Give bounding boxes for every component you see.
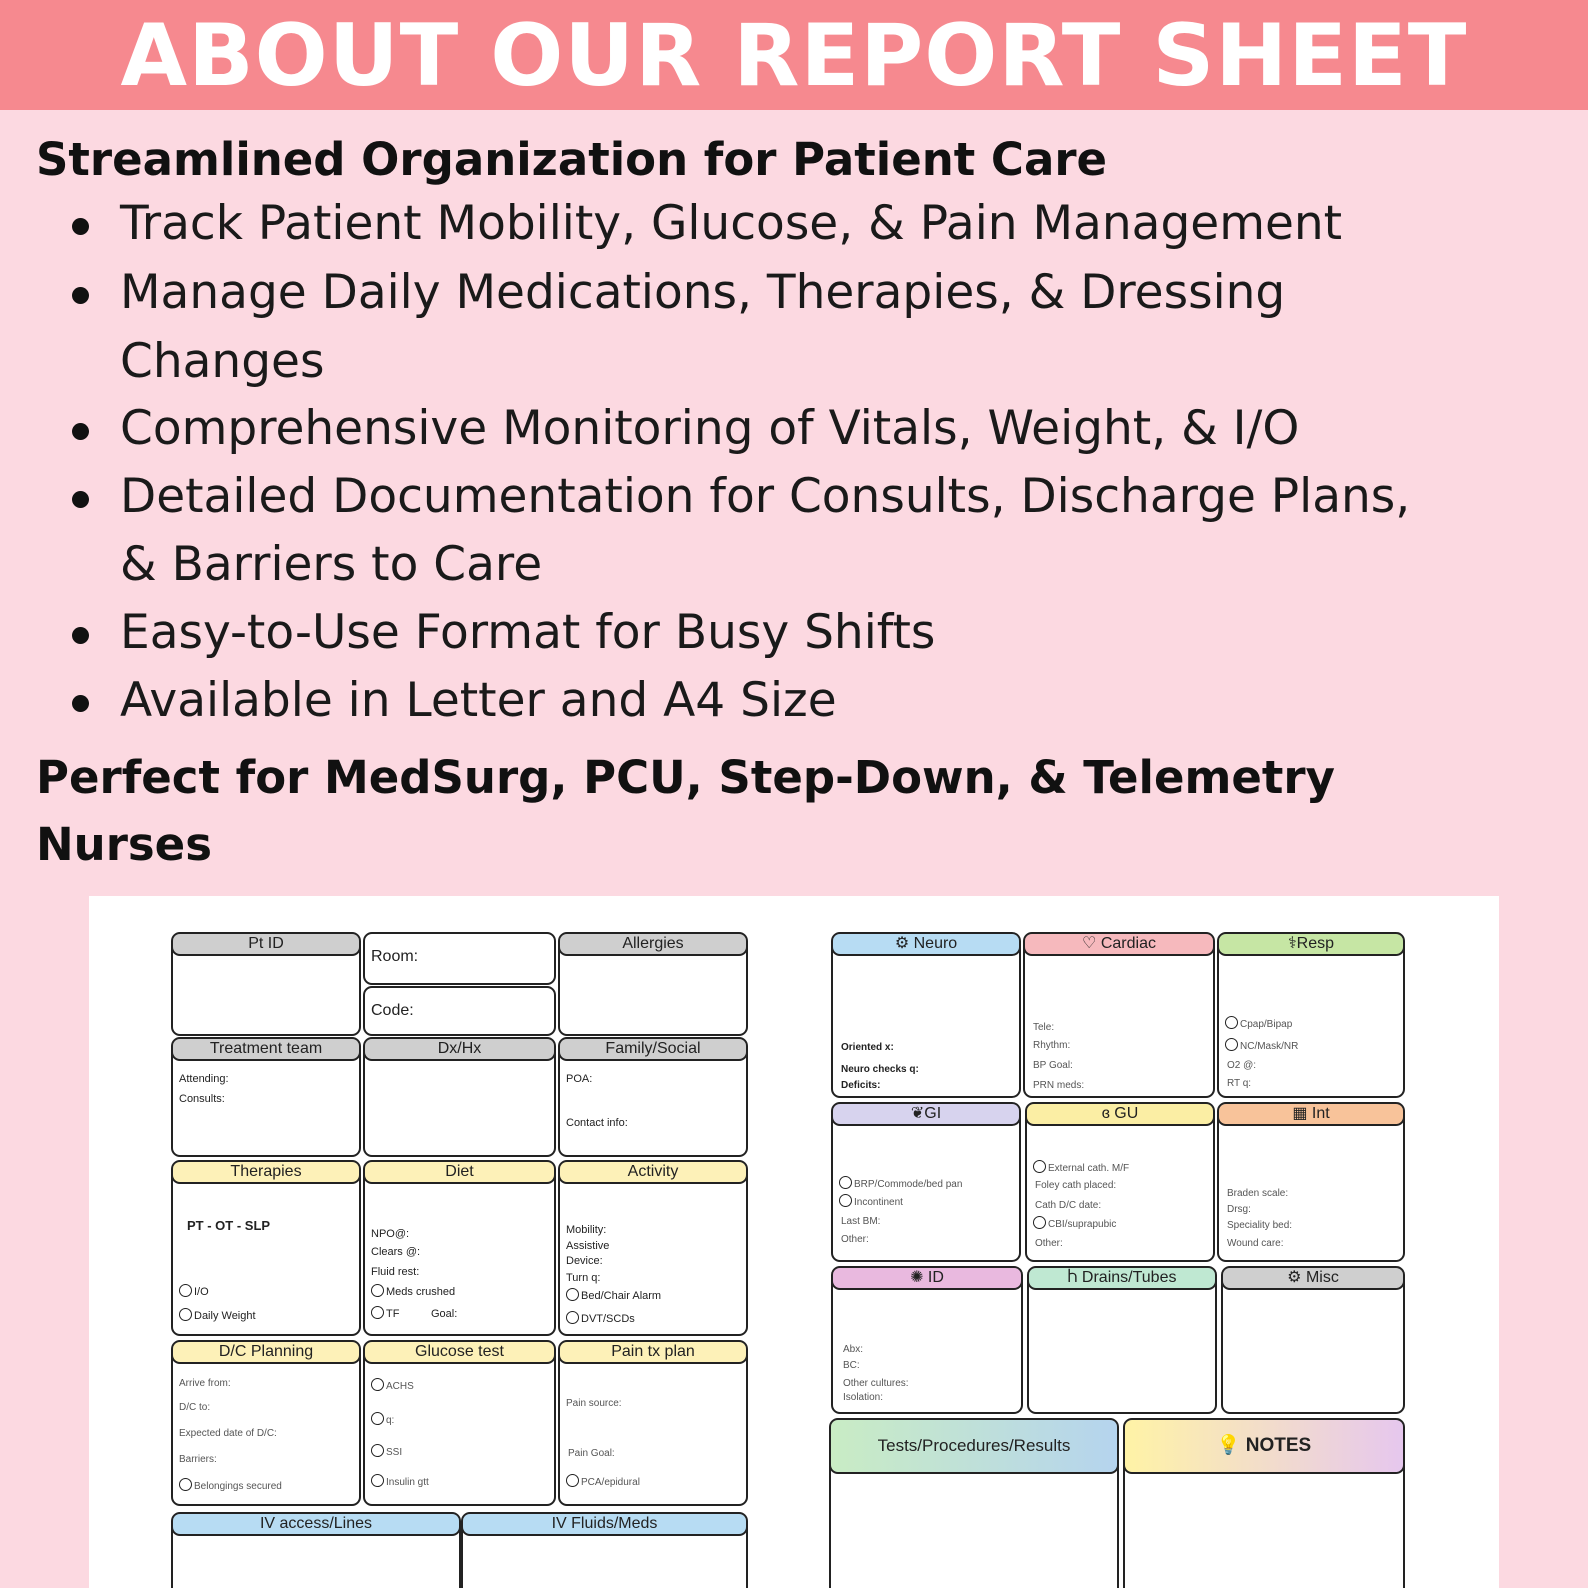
neuro-header	[831, 932, 1021, 956]
cbi-label: CBI/suprapubic	[1048, 1219, 1117, 1230]
poa-label: POA:	[566, 1073, 593, 1085]
tf-option[interactable]	[371, 1306, 399, 1320]
audience-heading-continued: Nurses	[36, 818, 212, 871]
rhythm-label: Rhythm:	[1033, 1040, 1071, 1051]
rt-label: RT q:	[1227, 1078, 1252, 1089]
dc-to-label: D/C to:	[179, 1402, 211, 1413]
lungs-icon: ⚕	[1287, 935, 1297, 952]
tf-label: TF	[386, 1308, 400, 1320]
cath-dc-label: Cath D/C date:	[1035, 1200, 1102, 1211]
oriented-label: Oriented x:	[841, 1042, 894, 1053]
daily-weight-label: Daily Weight	[194, 1310, 256, 1322]
meds-crushed-label: Meds crushed	[386, 1286, 456, 1298]
list-item: Detailed Documentation for Consults, Discharge Plans,	[120, 469, 1411, 524]
notes-title: NOTES	[1245, 1435, 1312, 1456]
radio-circle[interactable]	[566, 1311, 579, 1324]
radio-circle[interactable]	[179, 1284, 192, 1297]
dvt-label: DVT/SCDs	[581, 1313, 635, 1325]
bandage-icon: ▦	[1292, 1105, 1308, 1122]
list-item: Comprehensive Monitoring of Vitals, Weight, & I/O	[120, 401, 1300, 456]
tele-label: Tele:	[1033, 1022, 1055, 1033]
int-box	[1217, 1102, 1405, 1262]
gi-other-label: Other:	[841, 1234, 869, 1245]
barriers-label: Barriers:	[179, 1454, 217, 1465]
isolation-label: Isolation:	[843, 1392, 884, 1403]
main-heading: Streamlined Organization for Patient Care	[36, 133, 1108, 186]
lightbulb-icon: 💡	[1216, 1435, 1241, 1456]
drains-title: Drains/Tubes	[1081, 1269, 1177, 1286]
glucose-header: Glucose test	[363, 1340, 556, 1364]
resp-header	[1217, 932, 1405, 956]
ext-cath-option[interactable]	[1033, 1160, 1129, 1174]
activity-box	[558, 1160, 748, 1336]
daily-weight-option[interactable]	[179, 1308, 256, 1322]
room-label: Room:	[371, 948, 419, 965]
npo-label: NPO@:	[371, 1228, 410, 1240]
stomach-icon: ❦	[910, 1105, 925, 1122]
attending-label: Attending:	[179, 1073, 229, 1085]
virus-icon: ✺	[910, 1269, 924, 1286]
iv-access-box	[171, 1512, 461, 1588]
cardiac-title: Cardiac	[1100, 935, 1156, 952]
insulin-option[interactable]	[371, 1474, 429, 1488]
allergies-header: Allergies	[558, 932, 748, 956]
ssi-option[interactable]	[371, 1444, 402, 1458]
expected-date-label: Expected date of D/C:	[179, 1428, 277, 1439]
cultures-label: Other cultures:	[843, 1378, 909, 1389]
banner-title: ABOUT OUR REPORT SHEET	[120, 6, 1468, 106]
radio-circle[interactable]	[566, 1288, 579, 1301]
drains-header	[1027, 1266, 1217, 1290]
diet-header: Diet	[363, 1160, 556, 1184]
radio-circle[interactable]	[371, 1306, 384, 1319]
alarm-option[interactable]	[566, 1288, 661, 1302]
notes-header	[1123, 1418, 1405, 1474]
list-item-continued: Changes	[120, 334, 325, 389]
list-item: Manage Daily Medications, Therapies, & Dressing	[120, 265, 1286, 320]
report-sheet-page-1	[89, 896, 789, 1588]
gu-box	[1025, 1102, 1215, 1262]
dx-hx-header: Dx/Hx	[363, 1037, 556, 1061]
foley-label: Foley cath placed:	[1035, 1180, 1117, 1191]
dx-hx-box	[363, 1037, 556, 1157]
radio-circle[interactable]	[179, 1308, 192, 1321]
dc-planning-header: D/C Planning	[171, 1340, 361, 1364]
insulin-label: Insulin gtt	[386, 1477, 429, 1488]
notes-box	[1123, 1418, 1405, 1588]
radio-circle[interactable]	[371, 1444, 384, 1457]
cardiac-box	[1023, 932, 1215, 1098]
kidney-icon: ɞ	[1101, 1105, 1110, 1122]
glucose-test-box	[363, 1340, 556, 1506]
cbi-option[interactable]	[1033, 1216, 1116, 1230]
pain-header: Pain tx plan	[558, 1340, 748, 1364]
drains-box	[1027, 1266, 1217, 1414]
pca-option[interactable]	[566, 1474, 640, 1488]
drsg-label: Drsg:	[1227, 1204, 1251, 1215]
radio-circle[interactable]	[371, 1474, 384, 1487]
misc-title: Misc	[1305, 1269, 1339, 1286]
q-option[interactable]	[371, 1412, 394, 1426]
goal-label: Goal:	[431, 1308, 458, 1320]
radio-circle[interactable]	[1225, 1038, 1238, 1051]
radio-circle[interactable]	[371, 1284, 384, 1297]
speciality-bed-label: Speciality bed:	[1227, 1220, 1293, 1231]
gi-box	[831, 1102, 1021, 1262]
ext-cath-label: External cath. M/F	[1048, 1163, 1130, 1174]
neuro-title: Neuro	[913, 935, 958, 952]
pain-goal-label: Pain Goal:	[568, 1448, 615, 1459]
pain-source-label: Pain source:	[566, 1398, 622, 1409]
neuro-checks-label: Neuro checks q:	[841, 1064, 919, 1075]
therapies-header: Therapies	[171, 1160, 361, 1184]
nc-label: NC/Mask/NR	[1240, 1041, 1299, 1052]
gi-header	[831, 1102, 1021, 1126]
misc-header	[1221, 1266, 1405, 1290]
device-label: Device:	[566, 1255, 603, 1267]
list-item: Available in Letter and A4 Size	[120, 673, 837, 728]
pt-id-box	[171, 932, 361, 1036]
bullet-dot	[72, 695, 89, 712]
list-item: Easy-to-Use Format for Busy Shifts	[120, 605, 936, 660]
contact-label: Contact info:	[566, 1117, 628, 1129]
iv-fluids-box	[461, 1512, 748, 1588]
belongings-option[interactable]	[179, 1478, 282, 1492]
gi-title: GI	[924, 1105, 942, 1122]
braden-label: Braden scale:	[1227, 1188, 1289, 1199]
alarm-label: Bed/Chair Alarm	[581, 1290, 662, 1302]
resp-title: Resp	[1296, 935, 1334, 952]
nc-option[interactable]	[1225, 1038, 1298, 1052]
q-label: q:	[386, 1415, 395, 1426]
activity-header: Activity	[558, 1160, 748, 1184]
arrive-label: Arrive from:	[179, 1378, 231, 1389]
radio-circle[interactable]	[371, 1378, 384, 1391]
consults-label: Consults:	[179, 1093, 225, 1105]
report-sheet-preview	[89, 896, 1499, 1588]
prn-label: PRN meds:	[1033, 1080, 1085, 1091]
incontinent-option[interactable]	[839, 1194, 903, 1208]
misc-box	[1221, 1266, 1405, 1414]
bullet-dot	[72, 627, 89, 644]
diet-box	[363, 1160, 556, 1336]
int-header	[1217, 1102, 1405, 1126]
report-sheet-page-2	[789, 896, 1499, 1588]
cpap-option[interactable]	[1225, 1016, 1292, 1030]
radio-circle[interactable]	[1225, 1016, 1238, 1029]
int-title: Int	[1311, 1105, 1330, 1122]
id-title: ID	[927, 1269, 944, 1286]
achs-option[interactable]	[371, 1378, 414, 1392]
gear-icon: ⚙	[1287, 1269, 1302, 1286]
radio-circle[interactable]	[566, 1474, 579, 1487]
last-bm-label: Last BM:	[841, 1216, 881, 1227]
radio-circle[interactable]	[1033, 1216, 1046, 1229]
dvt-option[interactable]	[566, 1311, 635, 1325]
list-item-continued: & Barriers to Care	[120, 537, 543, 592]
tube-icon: Ⴙ	[1067, 1269, 1078, 1286]
ssi-label: SSI	[386, 1447, 403, 1458]
turn-label: Turn q:	[566, 1272, 601, 1284]
tests-box	[829, 1418, 1119, 1588]
deficits-label: Deficits:	[841, 1080, 881, 1091]
pt-id-header: Pt ID	[171, 932, 361, 956]
iv-access-header: IV access/Lines	[171, 1512, 461, 1536]
room-box	[363, 932, 556, 985]
bc-label: BC:	[843, 1360, 860, 1371]
therapy-types: PT - OT - SLP	[187, 1218, 271, 1233]
radio-circle[interactable]	[839, 1194, 852, 1207]
incontinent-label: Incontinent	[854, 1197, 903, 1208]
abx-label: Abx:	[843, 1344, 864, 1355]
gu-title: GU	[1114, 1105, 1139, 1122]
therapies-box	[171, 1160, 361, 1336]
o2-label: O2 @:	[1227, 1060, 1257, 1071]
clears-label: Clears @:	[371, 1246, 421, 1258]
radio-circle[interactable]	[179, 1478, 192, 1491]
io-option[interactable]	[179, 1284, 209, 1298]
brp-option[interactable]	[839, 1176, 962, 1190]
belongings-label: Belongings secured	[194, 1481, 282, 1492]
io-label: I/O	[194, 1286, 209, 1298]
brain-icon: ⚙	[894, 935, 910, 952]
iv-fluids-header: IV Fluids/Meds	[461, 1512, 748, 1536]
bullet-dot	[72, 218, 89, 235]
resp-box	[1217, 932, 1405, 1098]
assistive-label: Assistive	[566, 1240, 610, 1252]
code-label: Code:	[371, 1002, 414, 1019]
achs-label: ACHS	[386, 1381, 414, 1392]
fluid-rest-label: Fluid rest:	[371, 1266, 420, 1278]
meds-crushed-option[interactable]	[371, 1284, 455, 1298]
dc-planning-box	[171, 1340, 361, 1506]
list-item: Track Patient Mobility, Glucose, & Pain Management	[120, 196, 1343, 251]
treatment-team-header: Treatment team	[171, 1037, 361, 1061]
id-header	[831, 1266, 1023, 1290]
gu-header	[1025, 1102, 1215, 1126]
radio-circle[interactable]	[371, 1412, 384, 1425]
bullet-dot	[72, 423, 89, 440]
title-banner	[0, 0, 1588, 110]
brp-label: BRP/Commode/bed pan	[854, 1179, 963, 1190]
tests-header: Tests/Procedures/Results	[829, 1418, 1119, 1474]
bp-goal-label: BP Goal:	[1033, 1060, 1073, 1071]
family-social-box	[558, 1037, 748, 1157]
family-social-header: Family/Social	[558, 1037, 748, 1061]
code-box	[363, 986, 556, 1036]
mobility-label: Mobility:	[566, 1224, 607, 1236]
bullet-dot	[72, 491, 89, 508]
cpap-label: Cpap/Bipap	[1240, 1019, 1293, 1030]
radio-circle[interactable]	[839, 1176, 852, 1189]
bullet-dot	[72, 287, 89, 304]
treatment-team-box	[171, 1037, 361, 1157]
gu-other-label: Other:	[1035, 1238, 1063, 1249]
wound-care-label: Wound care:	[1227, 1238, 1284, 1249]
radio-circle[interactable]	[1033, 1160, 1046, 1173]
audience-heading: Perfect for MedSurg, PCU, Step-Down, & Telemetry	[36, 751, 1335, 804]
neuro-box	[831, 932, 1021, 1098]
heart-icon: ♡	[1082, 935, 1097, 952]
id-box	[831, 1266, 1023, 1414]
pain-plan-box	[558, 1340, 748, 1506]
pca-label: PCA/epidural	[581, 1477, 640, 1488]
allergies-box	[558, 932, 748, 1036]
cardiac-header	[1023, 932, 1215, 956]
